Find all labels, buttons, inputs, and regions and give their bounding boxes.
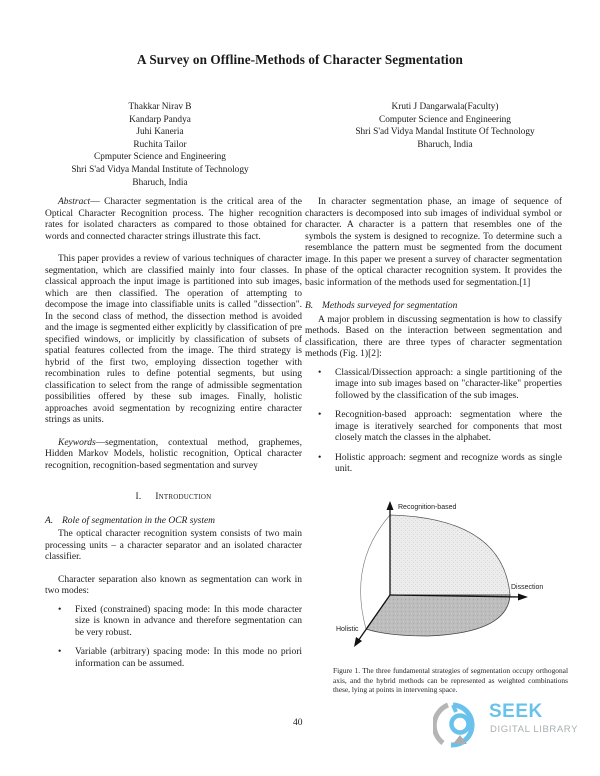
section-number: I. <box>135 492 142 502</box>
abstract-paragraph-2: This paper provides a review of various techniques of character segmentation, which are classified mainly into four classes. In classical approach the input image is partitioned into sub images, which are then classified. The operation of attempting to decompose the image into classifiable units is called "dissection". In the second class of method, the dissection method is avoided and the image is segmented either explicitly by classification of pre specified windows, or implicitly by classification of subsets of spatial features collected from the image. The third strategy is hybrid of the first two, employing dissection together with recombination rules to define potential segments, but using classification to select from the range of admissible segmentation possibilities offered by these sub images. Finally, holistic approaches avoid segmentation by recognizing entire character strings as units. <box>45 254 302 425</box>
axis-label-holistic: Holistic <box>336 626 359 633</box>
abstract <box>45 197 302 243</box>
figure-caption: Figure 1. The three fundamental strategies of segmentation occupy orthogonal axis, and the hybrid methods can be represented as weighted combinations these, lying at points in intervening space. <box>333 666 568 695</box>
bullet-icon: • <box>318 367 322 378</box>
author-institute: Shri S'ad Vidya Mandal Institute Of Technology <box>355 127 535 138</box>
seek-logo-icon <box>433 699 487 751</box>
paragraph: Character separation also known as segmentation can work in two modes: <box>45 574 302 596</box>
axis-label-recognition-based: Recognition-based <box>398 504 457 511</box>
bullet-text: Recognition-based approach: segmentation where the image is iteratively searched for components that most closely match the classes in the alphabet. <box>335 410 562 443</box>
bullet-item <box>45 647 302 670</box>
authors-block-left <box>40 101 280 189</box>
bullet-icon: • <box>318 452 322 463</box>
paragraph: In character segmentation phase, an image of sequence of characters is decomposed into sub images of individual symbol or character. A character is a pattern that resembles one of the symbols the system is designed to recognize. To determine such a resemblance the pattern must be segmented from the document image. In this paper we present a survey of character segmentation phase of the optical character recognition system. It provides the basic information of the methods used for segmentation.[1] <box>305 197 562 288</box>
abstract-text: — Character segmentation is the critical area of the Optical Character Recognition process. The higher recognition rates for isolated characters as compared to those obtained for words and connected character strings illustrate this fact. <box>45 197 302 242</box>
bullet-item <box>45 605 302 640</box>
author-name: Kruti J Dangarwala(Faculty) <box>391 102 499 112</box>
subsection-heading-a <box>45 516 302 528</box>
author-name: Ruchita Tailor <box>133 139 187 150</box>
seek-digital-library-watermark <box>433 699 583 751</box>
keywords-label: Keywords <box>58 437 96 448</box>
watermark-subtitle: DIGITAL LIBRARY <box>490 724 579 735</box>
keywords <box>45 438 302 473</box>
subsection-letter: B. <box>305 301 314 311</box>
subsection-title: Methods surveyed for segmentation <box>322 301 458 311</box>
bullet-text: Variable (arbitrary) spacing mode: In this mode no priori information can be assumed. <box>75 647 302 669</box>
author-name: Thakkar Nirav B <box>128 102 192 112</box>
author-name: Juhi Kaneria <box>136 127 184 138</box>
bullet-item <box>305 453 562 476</box>
abstract-label: Abstract <box>58 197 91 207</box>
bullet-list-methods <box>305 368 562 476</box>
axis-label-dissection: Dissection <box>511 584 544 591</box>
segmentation-axes-diagram <box>328 493 558 653</box>
bullet-text: Fixed (constrained) spacing mode: In this mode character size is known in advance and therefore segmentation can be very robust. <box>75 604 302 638</box>
paragraph: The optical character recognition system consists of two main processing units – a character separator and an isolated character classifier. <box>45 529 302 562</box>
author-name: Kandarp Pandya <box>129 114 191 125</box>
bullet-item <box>305 368 562 403</box>
figure-segmentation-strategies <box>328 493 558 653</box>
keywords-text: —segmentation, contextual method, graphemes, Hidden Markov Models, holistic recognition, Optical character recognition, recognition-based segmentation and survey <box>45 437 302 471</box>
page-number: 40 <box>293 718 303 728</box>
bullet-icon: • <box>318 410 322 420</box>
bullet-item <box>305 410 562 445</box>
bullet-icon: • <box>58 647 62 657</box>
author-department: Computer Science and Engineering <box>379 114 511 125</box>
watermark-brand: SEEK <box>489 701 543 722</box>
bullet-icon: • <box>58 604 62 615</box>
author-department: Cpmputer Science and Engineering <box>94 152 226 163</box>
bullet-text: Holistic approach: segment and recognize words as single unit. <box>335 452 562 474</box>
subsection-letter: A. <box>45 515 54 526</box>
paper-title: A Survey on Offline-Methods of Character Segmentation <box>137 52 463 67</box>
author-location: Bharuch, India <box>417 139 473 150</box>
left-column <box>45 197 302 680</box>
right-column <box>305 197 562 486</box>
authors-block-right <box>320 101 570 151</box>
bullet-list-modes <box>45 605 302 671</box>
section-heading-introduction <box>45 492 302 504</box>
author-location: Bharuch, India <box>132 177 188 188</box>
author-institute: Shri S'ad Vidya Mandal Institute of Technology <box>71 164 249 175</box>
section-title: Introduction <box>155 492 212 502</box>
bullet-text: Classical/Dissection approach: a single partitioning of the image into sub images based on "character-like" properties followed by the classification of the sub images. <box>335 367 562 401</box>
subsection-heading-b <box>305 301 562 313</box>
subsection-title: Role of segmentation in the OCR system <box>62 515 216 526</box>
paragraph: A major problem in discussing segmentation is how to classify methods. Based on the interaction between segmentation and classification, there are three types of character segmentation methods (Fig. 1)[2]: <box>305 314 562 359</box>
